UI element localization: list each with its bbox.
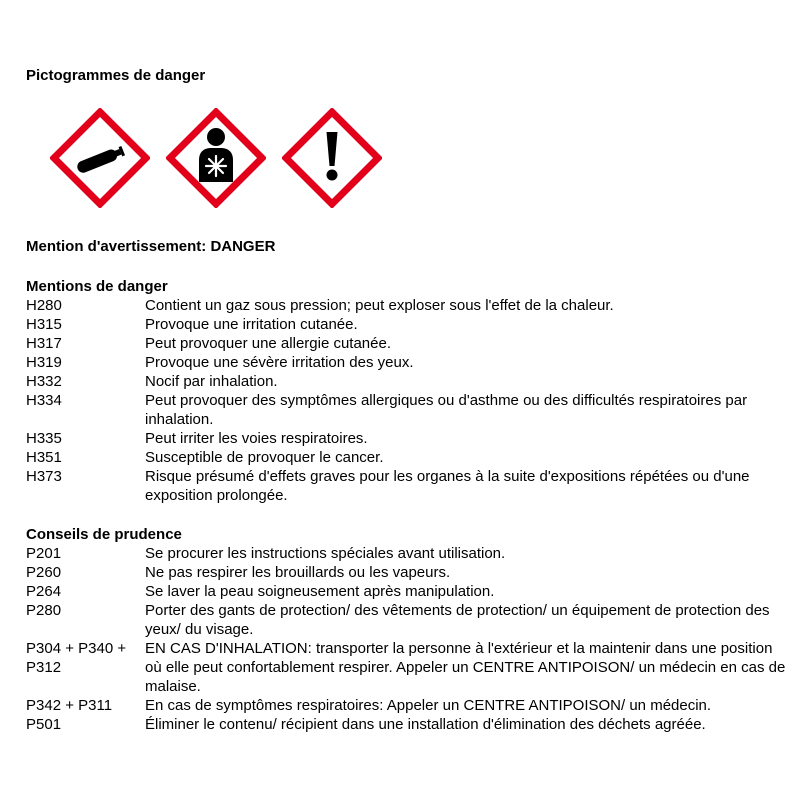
statement-code: P501	[26, 716, 62, 733]
precautionary-statement-row	[26, 544, 786, 563]
hazard-statement-row	[26, 334, 786, 353]
statement-code: H317	[26, 335, 62, 352]
hazard-statement-row	[26, 429, 786, 448]
statement-code: P304 + P340 + P312	[26, 640, 127, 676]
precautionary-statements-list	[26, 544, 786, 734]
gas-cylinder-icon	[50, 108, 150, 208]
precautionary-statements-heading: Conseils de prudence	[26, 526, 182, 543]
statement-code: P264	[26, 583, 62, 600]
health-hazard-icon	[166, 108, 266, 208]
hazard-statement-row	[26, 448, 786, 467]
statement-text: Provoque une sévère irritation des yeux.	[145, 354, 414, 371]
hazard-statement-row	[26, 391, 786, 429]
hazard-statement-row	[26, 372, 786, 391]
hazard-statements-list	[26, 296, 786, 505]
precautionary-statement-row	[26, 696, 786, 715]
statement-text: Peut provoquer une allergie cutanée.	[145, 335, 392, 352]
statement-text: En cas de symptômes respiratoires: Appeler un CENTRE ANTIPOISON/ un médecin.	[145, 697, 712, 714]
statement-code: P280	[26, 602, 62, 619]
statement-code: P201	[26, 545, 62, 562]
statement-text: Ne pas respirer les brouillards ou les vapeurs.	[145, 564, 451, 581]
statement-text: Risque présumé d'effets graves pour les organes à la suite d'expositions répétées ou d'une exposition prolongée.	[145, 468, 750, 504]
pictograms-heading: Pictogrammes de danger	[26, 67, 206, 84]
statement-code: H332	[26, 373, 62, 390]
statement-text: Nocif par inhalation.	[145, 373, 278, 390]
statement-code: P260	[26, 564, 62, 581]
statement-text: Porter des gants de protection/ des vêtements de protection/ un équipement de protection des yeux/ du visage.	[145, 602, 770, 638]
statement-text: Peut irriter les voies respiratoires.	[145, 430, 368, 447]
statement-text: Susceptible de provoquer le cancer.	[145, 449, 384, 466]
exclamation-mark-icon	[282, 108, 382, 208]
hazard-pictograms	[50, 108, 410, 208]
statement-code: H334	[26, 392, 62, 409]
signal-word: Mention d'avertissement: DANGER	[26, 238, 276, 255]
statement-text: Provoque une irritation cutanée.	[145, 316, 358, 333]
hazard-statement-row	[26, 353, 786, 372]
statement-code: H315	[26, 316, 62, 333]
statement-code: H280	[26, 297, 62, 314]
statement-text: Peut provoquer des symptômes allergiques ou d'asthme ou des difficultés respiratoires par inhalation.	[145, 392, 748, 428]
precautionary-statement-row	[26, 715, 786, 734]
hazard-statement-row	[26, 467, 786, 505]
statement-code: P342 + P311	[26, 697, 113, 714]
precautionary-statement-row	[26, 582, 786, 601]
statement-text: Contient un gaz sous pression; peut exploser sous l'effet de la chaleur.	[145, 297, 614, 314]
statement-code: H351	[26, 449, 62, 466]
statement-code: H335	[26, 430, 62, 447]
statement-code: H319	[26, 354, 62, 371]
precautionary-statement-row	[26, 563, 786, 582]
hazard-statement-row	[26, 315, 786, 334]
statement-text: EN CAS D'INHALATION: transporter la personne à l'extérieur et la maintenir dans une position où elle peut confortablement respirer. Appeler un CENTRE ANTIPOISON/ un médecin en cas de malaise.	[145, 640, 786, 695]
hazard-statement-row	[26, 296, 786, 315]
statement-text: Éliminer le contenu/ récipient dans une installation d'élimination des déchets agréée.	[145, 716, 706, 733]
precautionary-statement-row	[26, 601, 786, 639]
statement-text: Se laver la peau soigneusement après manipulation.	[145, 583, 495, 600]
statement-text: Se procurer les instructions spéciales avant utilisation.	[145, 545, 506, 562]
precautionary-statement-row	[26, 639, 786, 696]
hazard-statements-heading: Mentions de danger	[26, 278, 168, 295]
statement-code: H373	[26, 468, 62, 485]
